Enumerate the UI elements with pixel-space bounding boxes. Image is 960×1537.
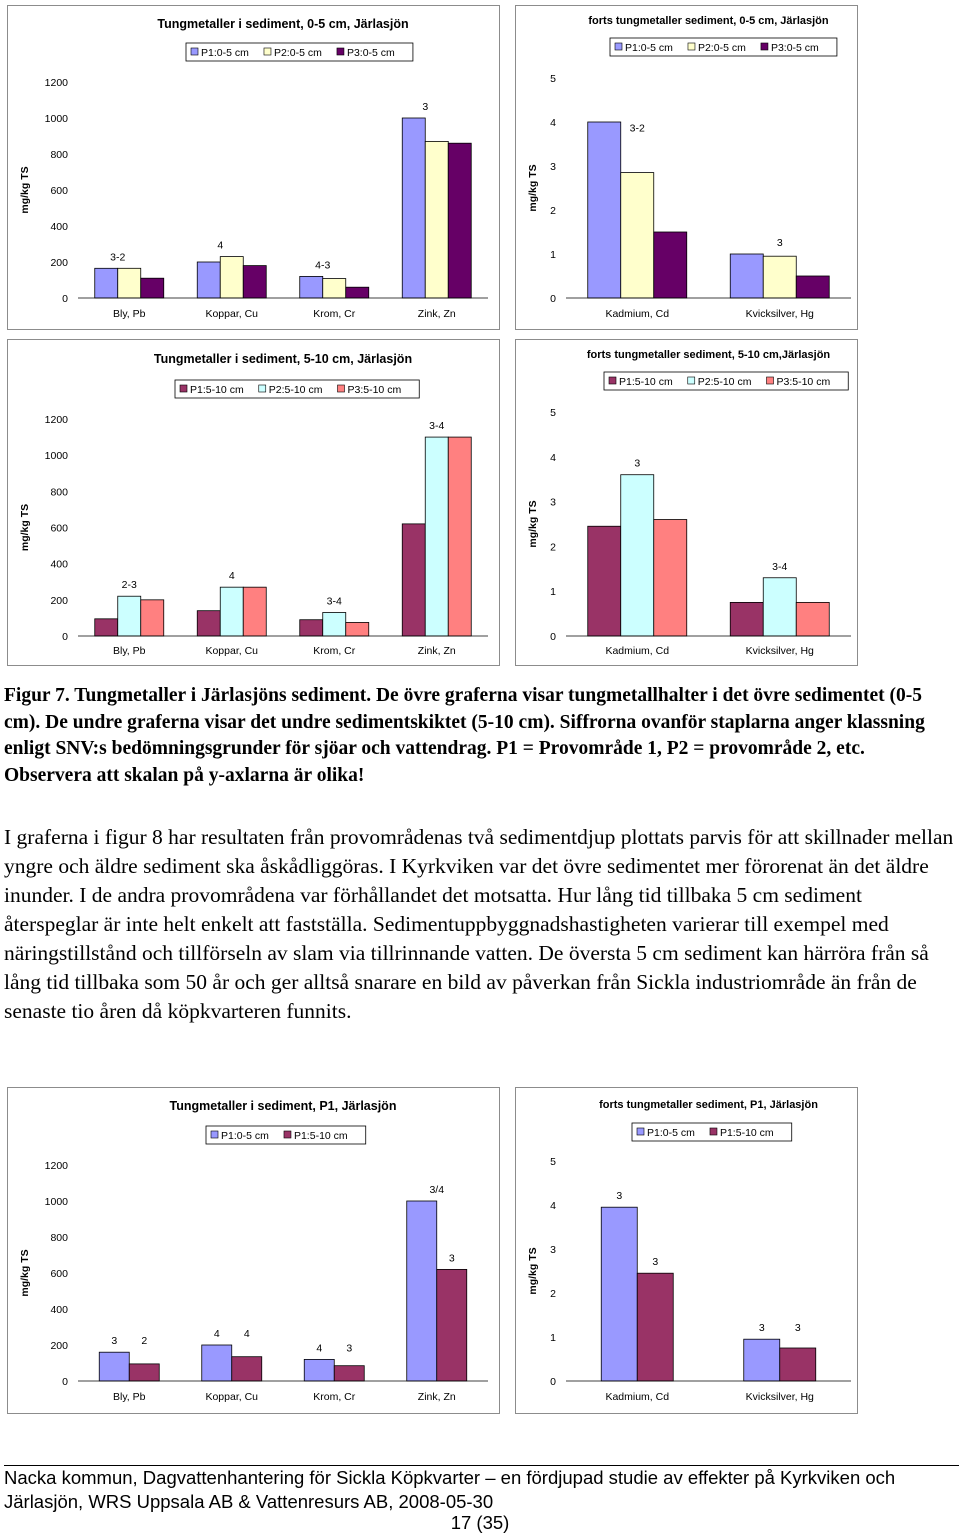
data-label: 3 bbox=[448, 1252, 455, 1265]
bar bbox=[796, 602, 829, 636]
bar bbox=[95, 268, 118, 298]
legend-label: P1:0-5 cm bbox=[625, 42, 673, 54]
legend-label: P3:5-10 cm bbox=[776, 376, 831, 388]
bar bbox=[141, 278, 164, 298]
bar bbox=[796, 276, 829, 298]
legend-swatch bbox=[284, 1131, 291, 1138]
legend-swatch bbox=[615, 43, 622, 50]
data-label: 4-3 bbox=[315, 259, 331, 272]
bar bbox=[437, 1269, 467, 1381]
bar bbox=[744, 1339, 780, 1381]
legend-label: P2:0-5 cm bbox=[273, 47, 322, 59]
y-tick-label: 400 bbox=[50, 558, 68, 571]
y-tick-label: 800 bbox=[50, 149, 68, 161]
legend-label: P1:5-10 cm bbox=[293, 1130, 348, 1142]
bar bbox=[323, 279, 346, 298]
category-label: Kadmium, Cd bbox=[605, 308, 670, 320]
bar bbox=[730, 254, 763, 298]
bar bbox=[621, 475, 654, 636]
category-label: Kvicksilver, Hg bbox=[745, 645, 814, 657]
bar bbox=[202, 1345, 232, 1381]
data-label: 3/4 bbox=[429, 1184, 445, 1196]
data-label: 3 bbox=[758, 1322, 765, 1335]
chart-title: Tungmetaller i sediment, 0-5 cm, Järlasjön bbox=[157, 17, 409, 31]
data-label: 4 bbox=[217, 239, 224, 252]
data-label: 2-3 bbox=[121, 579, 137, 592]
bar bbox=[425, 141, 448, 298]
y-axis-label: mg/kg TS bbox=[19, 1249, 31, 1297]
category-label: Krom, Cr bbox=[313, 308, 356, 320]
y-tick-label: 2 bbox=[550, 541, 556, 554]
chart-title: forts tungmetaller sediment, 5-10 cm,Järlasjön bbox=[586, 349, 831, 361]
category-label: Koppar, Cu bbox=[205, 1391, 259, 1403]
bar bbox=[601, 1207, 637, 1381]
chart-3-svg bbox=[8, 340, 501, 667]
chart-5-svg bbox=[8, 1088, 501, 1415]
data-label: 4 bbox=[213, 1328, 220, 1340]
bar bbox=[99, 1352, 129, 1381]
bar bbox=[141, 600, 164, 636]
y-tick-label: 0 bbox=[62, 1376, 68, 1388]
y-tick-label: 200 bbox=[50, 257, 68, 269]
legend-swatch bbox=[259, 385, 266, 392]
bar bbox=[448, 143, 471, 298]
category-label: Kadmium, Cd bbox=[605, 1391, 670, 1403]
category-label: Krom, Cr bbox=[313, 645, 356, 657]
y-tick-label: 1200 bbox=[44, 1160, 68, 1172]
chart-title: Tungmetaller i sediment, P1, Järlasjön bbox=[169, 1099, 397, 1113]
bar bbox=[220, 257, 243, 298]
legend-label: P1:5-10 cm bbox=[719, 1127, 774, 1139]
data-label: 3 bbox=[776, 237, 783, 249]
y-tick-label: 600 bbox=[50, 522, 68, 535]
bar bbox=[346, 622, 369, 636]
y-tick-label: 1200 bbox=[44, 77, 68, 89]
y-tick-label: 5 bbox=[550, 407, 556, 419]
bar bbox=[300, 620, 323, 636]
bar bbox=[637, 1273, 673, 1381]
footer-line-1: Nacka kommun, Dagvattenhantering för Sickla Köpkvarter – en fördjupad studie av effekter på Kyrkviken och bbox=[4, 1467, 896, 1488]
y-tick-label: 0 bbox=[550, 293, 556, 305]
data-label: 3 bbox=[346, 1342, 353, 1355]
bar bbox=[654, 232, 687, 298]
legend-swatch bbox=[264, 48, 271, 55]
data-label: 4 bbox=[243, 1328, 250, 1340]
y-tick-label: 800 bbox=[50, 486, 68, 499]
bar bbox=[129, 1364, 159, 1381]
bar bbox=[588, 526, 621, 636]
bar bbox=[95, 619, 118, 636]
y-tick-label: 4 bbox=[550, 451, 556, 464]
legend-label: P2:0-5 cm bbox=[697, 42, 746, 54]
bar bbox=[402, 524, 425, 636]
legend-swatch bbox=[688, 43, 695, 50]
y-tick-label: 1200 bbox=[44, 414, 68, 426]
legend-swatch bbox=[338, 385, 345, 392]
category-label: Zink, Zn bbox=[417, 308, 456, 320]
chart-title: forts tungmetaller sediment, 0-5 cm, Järlasjön bbox=[588, 15, 829, 27]
chart-4-cd-hg-5-10cm bbox=[515, 339, 858, 666]
legend-swatch bbox=[767, 377, 774, 384]
data-label: 3 bbox=[111, 1335, 118, 1348]
legend-label: P1:0-5 cm bbox=[201, 47, 249, 59]
legend-label: P2:5-10 cm bbox=[268, 384, 323, 396]
y-tick-label: 2 bbox=[550, 205, 556, 217]
y-axis-label: mg/kg TS bbox=[19, 166, 31, 214]
y-tick-label: 5 bbox=[550, 1156, 556, 1168]
chart-4-svg bbox=[516, 340, 859, 667]
y-tick-label: 0 bbox=[62, 631, 68, 643]
bar bbox=[448, 437, 471, 636]
bar bbox=[780, 1348, 816, 1381]
y-tick-label: 400 bbox=[50, 221, 68, 233]
data-label: 3 bbox=[794, 1322, 801, 1335]
data-label: 4 bbox=[316, 1342, 323, 1355]
bar bbox=[763, 256, 796, 298]
data-label: 3 bbox=[652, 1256, 659, 1269]
chart-2-svg bbox=[516, 6, 859, 331]
legend-label: P1:5-10 cm bbox=[190, 384, 244, 396]
y-tick-label: 3 bbox=[550, 1244, 556, 1256]
legend-label: P3:5-10 cm bbox=[347, 384, 402, 396]
bar bbox=[407, 1201, 437, 1381]
data-label: 3 bbox=[616, 1190, 623, 1203]
category-label: Koppar, Cu bbox=[205, 645, 259, 657]
bar bbox=[654, 520, 687, 636]
legend-swatch bbox=[710, 1128, 717, 1135]
y-tick-label: 1000 bbox=[44, 1196, 68, 1208]
page-number: 17 (35) bbox=[450, 1512, 510, 1533]
category-label: Zink, Zn bbox=[417, 1391, 456, 1403]
figure-caption: Figur 7. Tungmetaller i Järlasjöns sediment. De övre graferna visar tungmetallhalter i det övre sedimentet (0-5 cm). De undre graferna visar det undre sedimentskiktet (5-10 cm). Siffrorna ovanför staplarna anger klassning enligt SNV:s bedömningsgrunder för sjöar och vattendrag. P1 = Provområde 1, P2 = provområde 2, etc. Observera att skalan på y-axlarna är olika! bbox=[4, 685, 925, 786]
category-label: Kadmium, Cd bbox=[605, 645, 670, 657]
y-axis-label: mg/kg TS bbox=[527, 164, 539, 212]
bar bbox=[304, 1359, 334, 1381]
y-tick-label: 0 bbox=[62, 293, 68, 305]
bar bbox=[730, 602, 763, 636]
legend-label: P1:0-5 cm bbox=[647, 1127, 695, 1139]
legend-swatch bbox=[191, 48, 198, 55]
legend-label: P1:5-10 cm bbox=[619, 376, 673, 388]
y-tick-label: 2 bbox=[550, 1288, 556, 1300]
legend-label: P1:0-5 cm bbox=[221, 1130, 269, 1142]
legend-swatch bbox=[688, 377, 695, 384]
y-tick-label: 200 bbox=[50, 594, 68, 607]
chart-5-metals-p1 bbox=[7, 1087, 500, 1414]
chart-6-svg bbox=[516, 1088, 859, 1415]
y-tick-label: 200 bbox=[50, 1340, 68, 1352]
body-paragraph: I graferna i figur 8 har resultaten från provområdenas två sedimentdjup plottats parvis för att skillnader mellan yngre och äldre sediment ska åskådliggöras. I Kyrkviken var det övre sedimentet mer förorenat än det äldre inunder. I de andra provområdena var förhållandet det motsatta. Hur lång tid tillbaka 5 cm sediment återspeglar är inte helt enkelt att fastställa. Sedimentuppbyggnadshastigheten varierar till exempel med näringstillstånd och tillförseln av slam via tillrinnande vatten. De översta 5 cm sediment kan härröra från så lång tid tillbaka som 50 år och ger alltså snarare en bild av påverkan från Sickla industriområde än från de senaste tio åren då köpkvarteren funnits. bbox=[4, 825, 954, 1023]
legend-swatch bbox=[609, 377, 616, 384]
category-label: Koppar, Cu bbox=[205, 308, 259, 320]
category-label: Krom, Cr bbox=[313, 1391, 356, 1403]
bar bbox=[118, 596, 141, 636]
bar bbox=[621, 173, 654, 298]
bar bbox=[763, 578, 796, 636]
bar bbox=[243, 266, 266, 298]
bar bbox=[220, 587, 243, 636]
y-axis-label: mg/kg TS bbox=[527, 500, 539, 548]
bar bbox=[232, 1357, 262, 1381]
y-tick-label: 1 bbox=[550, 249, 556, 261]
y-tick-label: 1 bbox=[550, 1332, 556, 1344]
legend-swatch bbox=[211, 1131, 218, 1138]
category-label: Kvicksilver, Hg bbox=[745, 1391, 814, 1403]
category-label: Zink, Zn bbox=[417, 645, 456, 657]
bar bbox=[243, 587, 266, 636]
y-tick-label: 1000 bbox=[44, 450, 68, 463]
y-tick-label: 400 bbox=[50, 1304, 68, 1316]
data-label: 3-4 bbox=[326, 595, 342, 608]
data-label: 2 bbox=[141, 1335, 148, 1348]
y-tick-label: 1 bbox=[550, 586, 556, 599]
data-label: 3-2 bbox=[110, 251, 126, 264]
bar bbox=[588, 122, 621, 298]
category-label: Bly, Pb bbox=[113, 645, 146, 657]
category-label: Kvicksilver, Hg bbox=[745, 308, 814, 320]
y-tick-label: 0 bbox=[550, 1376, 556, 1388]
legend-label: P3:0-5 cm bbox=[346, 47, 395, 59]
chart-title: forts tungmetaller sediment, P1, Järlasjön bbox=[599, 1099, 818, 1111]
chart-2-cd-hg-0-5cm bbox=[515, 5, 858, 330]
data-label: 3 bbox=[422, 101, 429, 113]
category-label: Bly, Pb bbox=[113, 308, 146, 320]
chart-1-svg bbox=[8, 6, 501, 331]
bar bbox=[197, 262, 220, 298]
y-tick-label: 1000 bbox=[44, 113, 68, 125]
legend-swatch bbox=[180, 385, 187, 392]
chart-1-metals-0-5cm bbox=[7, 5, 500, 330]
bar bbox=[197, 611, 220, 636]
y-tick-label: 3 bbox=[550, 161, 556, 173]
y-tick-label: 0 bbox=[550, 631, 556, 643]
y-tick-label: 5 bbox=[550, 73, 556, 85]
data-label: 3-2 bbox=[629, 122, 645, 135]
bar bbox=[402, 118, 425, 298]
category-label: Bly, Pb bbox=[113, 1391, 146, 1403]
data-label: 3-4 bbox=[772, 560, 788, 573]
chart-title: Tungmetaller i sediment, 5-10 cm, Järlasjön bbox=[153, 352, 413, 366]
legend-swatch bbox=[337, 48, 344, 55]
bar bbox=[334, 1366, 364, 1381]
bar bbox=[425, 437, 448, 636]
bar bbox=[346, 287, 369, 298]
legend-label: P3:0-5 cm bbox=[770, 42, 819, 54]
bar bbox=[300, 276, 323, 298]
y-tick-label: 600 bbox=[50, 1268, 68, 1280]
legend-swatch bbox=[637, 1128, 644, 1135]
data-label: 4 bbox=[228, 570, 235, 583]
data-label: 3-4 bbox=[429, 420, 445, 433]
legend-label: P2:5-10 cm bbox=[697, 376, 752, 388]
bar bbox=[323, 612, 346, 636]
chart-6-cd-hg-p1 bbox=[515, 1087, 858, 1414]
footer-line-2: Järlasjön, WRS Uppsala AB & Vattenresurs AB, 2008-05-30 bbox=[4, 1491, 494, 1512]
legend-swatch bbox=[761, 43, 768, 50]
page-footer bbox=[4, 1466, 956, 1514]
y-axis-label: mg/kg TS bbox=[19, 503, 31, 552]
y-axis-label: mg/kg TS bbox=[527, 1247, 539, 1295]
y-tick-label: 4 bbox=[550, 117, 556, 129]
bar bbox=[118, 268, 141, 298]
chart-3-metals-5-10cm bbox=[7, 339, 500, 666]
y-tick-label: 800 bbox=[50, 1232, 68, 1244]
y-tick-label: 4 bbox=[550, 1200, 556, 1212]
y-tick-label: 600 bbox=[50, 185, 68, 197]
y-tick-label: 3 bbox=[550, 496, 556, 509]
data-label: 3 bbox=[634, 457, 641, 470]
